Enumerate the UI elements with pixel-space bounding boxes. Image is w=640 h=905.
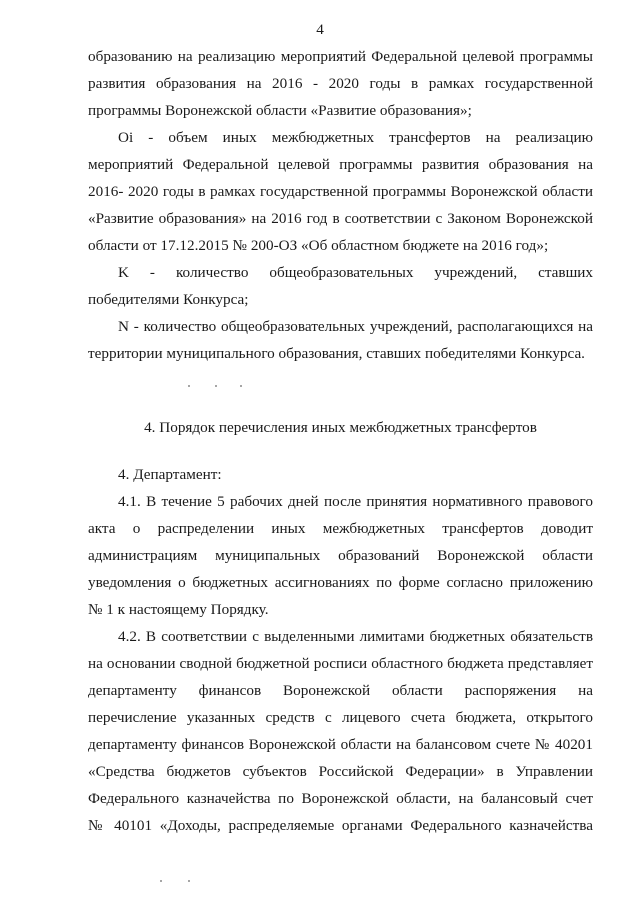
text-line: 2016- 2020 годы в рамках государственной программы Воронежской области xyxy=(88,183,593,200)
scan-speck xyxy=(188,385,190,387)
scan-speck xyxy=(240,385,242,387)
text-line: мероприятий Федеральной целевой программы развития образования на xyxy=(88,156,593,173)
section-heading: 4. Порядок перечисления иных межбюджетных трансфертов xyxy=(144,419,537,436)
text-line: № 40101 «Доходы, распределяемые органами Федерального казначейства xyxy=(88,817,593,834)
text-line: перечисление указанных средств с лицевого счета бюджета, открытого xyxy=(88,709,593,726)
text-line: «Средства бюджетов субъектов Российской Федерации» в Управлении xyxy=(88,763,593,780)
text-line: «Развитие образования» на 2016 год в соответствии с Законом Воронежской xyxy=(88,210,593,227)
text-line: № 1 к настоящему Порядку. xyxy=(88,601,269,618)
text-line: победителями Конкурса; xyxy=(88,291,249,308)
text-line: Федерального казначейства по Воронежской области, на балансовый счет xyxy=(88,790,593,807)
text-line: администрациям муниципальных образований Воронежской области xyxy=(88,547,593,564)
text-line: департаменту финансов Воронежской области на балансовом счете № 40201 xyxy=(88,736,593,753)
text-line: департаменту финансов Воронежской области распоряжения на xyxy=(88,682,593,699)
text-line: N - количество общеобразовательных учреждений, располагающихся на xyxy=(118,318,593,335)
text-line: 4.2. В соответствии с выделенными лимитами бюджетных обязательств xyxy=(118,628,593,645)
text-line: развития образования на 2016 - 2020 годы в рамках государственной xyxy=(88,75,593,92)
text-line: области от 17.12.2015 № 200-ОЗ «Об областном бюджете на 2016 год»; xyxy=(88,237,549,254)
text-line: 4. Департамент: xyxy=(118,466,222,483)
scan-speck xyxy=(160,880,162,882)
text-line: Оi - объем иных межбюджетных трансфертов на реализацию xyxy=(118,129,593,146)
text-line: территории муниципального образования, ставших победителями Конкурса. xyxy=(88,345,585,362)
scan-speck xyxy=(215,385,217,387)
scan-speck xyxy=(188,880,190,882)
text-line: K - количество общеобразовательных учреждений, ставших xyxy=(118,264,593,281)
text-line: акта о распределении иных межбюджетных трансфертов доводит xyxy=(88,520,593,537)
text-line: уведомления о бюджетных ассигнованиях по форме согласно приложению xyxy=(88,574,593,591)
page-number: 4 xyxy=(316,21,324,38)
text-line: на основании сводной бюджетной росписи областного бюджета представляет xyxy=(88,655,593,672)
text-line: 4.1. В течение 5 рабочих дней после принятия нормативного правового xyxy=(118,493,593,510)
text-line: образованию на реализацию мероприятий Федеральной целевой программы xyxy=(88,48,593,65)
text-line: программы Воронежской области «Развитие образования»; xyxy=(88,102,472,119)
